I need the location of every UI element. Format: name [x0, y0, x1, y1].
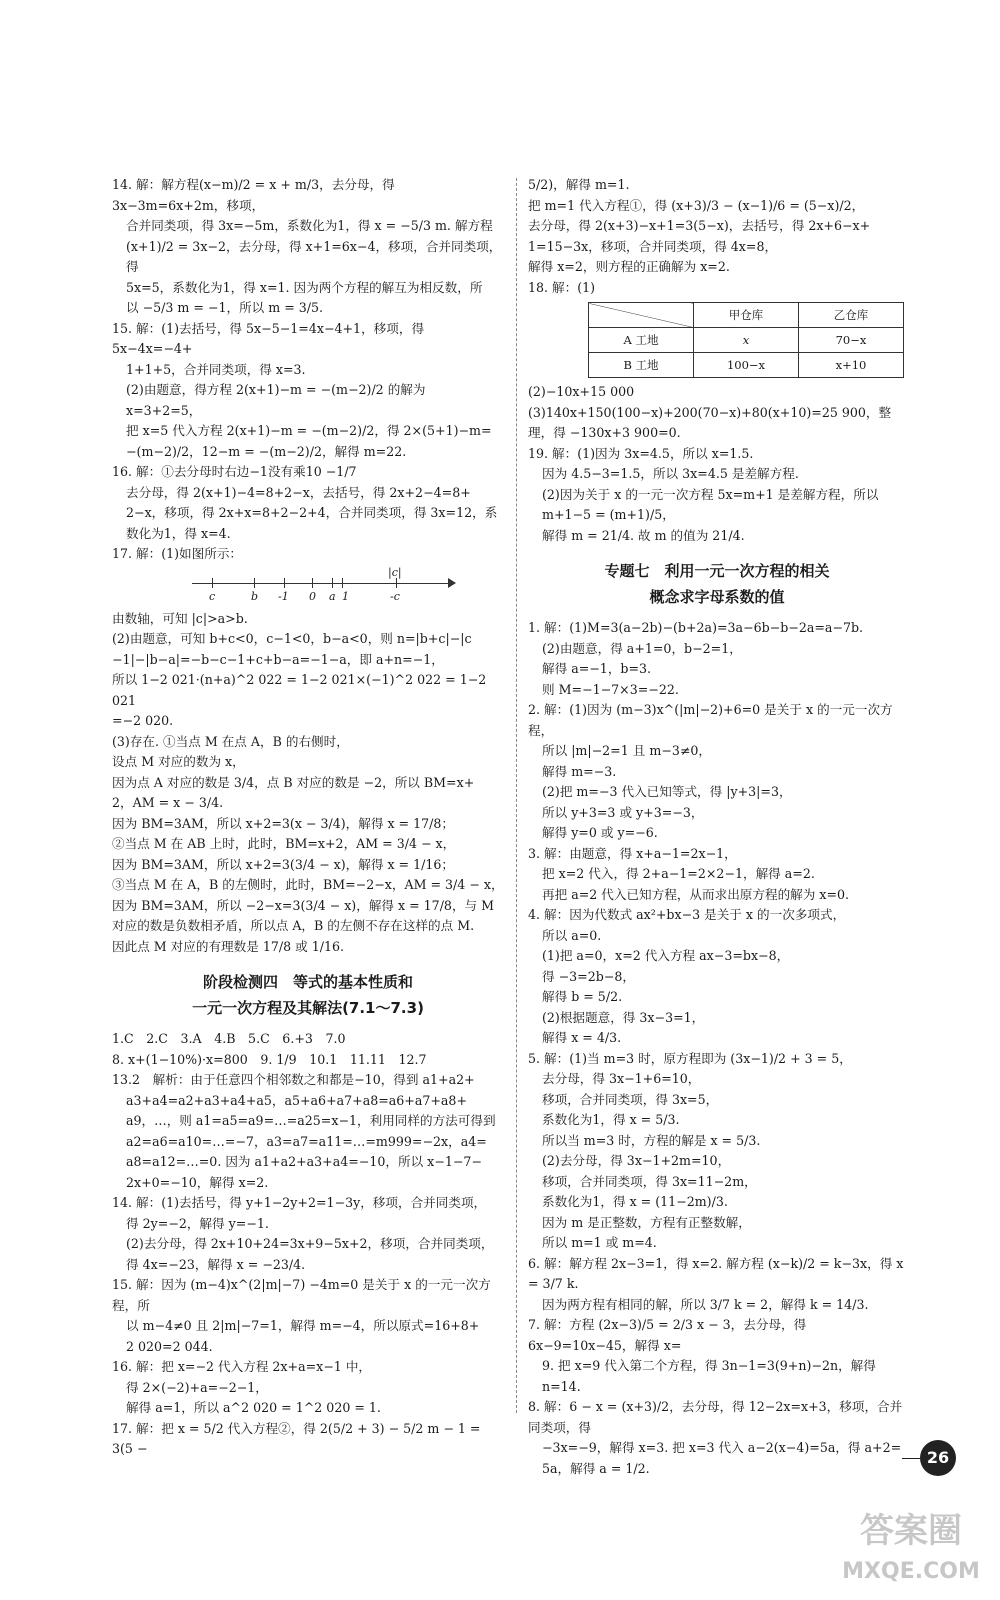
text-line: 3. 解：由题意，得 x+a−1=2x−1，	[528, 845, 737, 861]
text-line: (2)去分母，得 2x+10+24=3x+9−5x+2，移项，合并同类项，	[126, 1236, 494, 1251]
text-line: m+1−5 = (m+1)/5，	[542, 507, 675, 522]
text-line: a2=a6=a10=…=−7，a3=a7=a11=…=m999=−2x，a4=	[126, 1133, 487, 1149]
answer-13	[112, 1070, 504, 1193]
text-line: 15. 解：(1)去括号，得 5x−5−1=4x−4+1，移项，得 5x−4x=−4+	[112, 320, 425, 356]
text-line: 16. 解：把 x=−2 代入方程 2x+a=x−1 中，	[112, 1359, 372, 1374]
text-line: 解得 x = 4/3.	[542, 1030, 622, 1045]
table-cell: x	[694, 328, 799, 353]
topic-answer-4	[528, 905, 906, 1049]
tick-label: b	[251, 589, 259, 603]
text-line: 把 x=2 代入，得 2+a−1=2×2−1，解得 a=2.	[542, 866, 815, 881]
topic-answer-2	[528, 700, 906, 844]
text-line: (1)把 a=0，x=2 代入方程 ax−3=bx−8，	[542, 948, 790, 963]
text-line: (3)140x+150(100−x)+200(70−x)+80(x+10)=25 900，整	[528, 404, 892, 420]
number-line-figure	[192, 565, 452, 605]
text-line: 解得 m = 21/4. 故 m 的值为 21/4.	[542, 527, 745, 543]
section-title-line: 阶段检测四 等式的基本性质和	[202, 973, 413, 991]
text-line: 则 M=−1−7×3=−22.	[542, 681, 679, 697]
text-line: (2)根据题意，得 3x−3=1，	[542, 1009, 705, 1025]
text-line: 去分母，得 3x−1+6=10，	[542, 1071, 701, 1086]
text-line: 1.C 2.C 3.A 4.B 5.C 6.+3 7.0	[112, 1031, 346, 1046]
text-line: 由数轴，可知 |c|>a>b.	[112, 610, 248, 626]
answer-17b	[112, 1419, 504, 1460]
choice-answers	[112, 1029, 504, 1070]
table-cell: A 工地	[589, 328, 694, 353]
topic-answer-5	[528, 1049, 906, 1254]
watermark-text-cn: 答案圈	[860, 1511, 962, 1551]
text-line: (2)因为关于 x 的一元一次方程 5x=m+1 是差解方程，所以	[542, 486, 879, 502]
text-line: 理，得 −130x+3 900=0.	[528, 425, 681, 440]
answer-18	[528, 278, 906, 444]
table-cell: x+10	[799, 353, 904, 378]
text-line: =−2 020.	[112, 713, 174, 728]
text-line: ②当点 M 在 AB 上时，此时，BM=x+2，AM = 3/4 − x，	[112, 836, 456, 851]
text-line: 所以当 m=3 时，方程的解是 x = 5/3.	[542, 1132, 761, 1148]
text-line: (2)−10x+15 000	[528, 384, 635, 399]
text-line: 解得 a=1，所以 a^2 020 = 1^2 020 = 1.	[126, 1400, 381, 1415]
text-line: 4. 解：因为代数式 ax²+bx−3 是关于 x 的一次多项式，	[528, 907, 846, 922]
text-line: 去分母，得 2(x+1)−4=8+2−x，去括号，得 2x+2−4=8+	[126, 484, 471, 500]
text-line: (2)由题意，可知 b+c<0，c−1<0，b−a<0，则 n=|b+c|−|c	[112, 631, 472, 646]
section-title-line: 一元一次方程及其解法(7.1～7.3)	[192, 999, 424, 1017]
text-line: 对应的数是负数相矛盾，所以点 A，B 的左侧不存在这样的点 M.	[112, 918, 475, 933]
text-line: 数化为1，得 x=4.	[126, 525, 231, 541]
text-line: 2. 解：(1)因为 (m−3)x^(|m|−2)+6=0 是关于 x 的一元一次方程，	[528, 702, 893, 738]
text-line: 18. 解：(1)	[528, 279, 596, 295]
text-line: (2)把 m=−3 代入已知等式，得 |y+3|=3，	[542, 784, 792, 799]
text-line: 8. x+(1−10%)·x=800 9. 1/9 10.1 11.11 12.7	[112, 1051, 427, 1067]
text-line: 所以 |m|−2=1 且 m−3≠0，	[542, 743, 712, 758]
text-line: 以 m−4≠0 且 2|m|−7=1，解得 m=−4，所以原式=16+8+	[126, 1318, 480, 1333]
tick-label: -1	[278, 589, 289, 603]
table-cell: 70−x	[799, 328, 904, 353]
text-line: 解得 a=−1，b=3.	[542, 661, 652, 676]
section-title-line: 概念求字母系数的值	[649, 588, 785, 606]
text-line: 因为 BM=3AM，所以 x+2=3(3/4 − x)，解得 x = 1/16；	[112, 856, 454, 872]
text-line: 设点 M 对应的数为 x，	[112, 754, 245, 769]
text-line: 解得 y=0 或 y=−6.	[542, 825, 658, 840]
text-line: ③当点 M 在 A，B 的左侧时，此时，BM=−2−x，AM = 3/4 − x，	[112, 877, 504, 892]
watermark-text-en: MXQE.COM	[842, 1559, 980, 1584]
text-line: 14. 解：解方程(x−m)/2 = x + m/3，去分母，得 3x−3m=6x+2m，移项，	[112, 177, 395, 213]
answer-17-continued	[528, 175, 906, 278]
left-column	[112, 175, 504, 1460]
text-line: (2)由题意，得方程 2(x+1)−m = −(m−2)/2 的解为 x=3+2=5，	[126, 382, 426, 418]
answer-14	[112, 175, 504, 319]
text-line: 13.2 解析：由于任意四个相邻数之和都是−10，得到 a1+a2+	[112, 1072, 475, 1087]
page-number-rule	[902, 1458, 920, 1459]
text-line: 17. 解：(1)如图所示：	[112, 546, 243, 561]
answer-15b	[112, 1275, 504, 1357]
text-line: 2 020=2 044.	[126, 1338, 213, 1354]
text-line: 解得 x=2，则方程的正确解为 x=2.	[528, 259, 730, 274]
tick-label: -c	[390, 589, 400, 603]
answer-16	[112, 462, 504, 544]
text-line: 因为 4.5−3=1.5，所以 3x=4.5 是差解方程.	[542, 466, 799, 481]
text-line: 2−x，移项，得 2x+x=8+2−2+4，合并同类项，得 3x=12，系	[126, 505, 498, 520]
text-line: a9，…，则 a1=a5=a9=…=a25=x−1，利用同样的方法可得到	[126, 1113, 496, 1128]
text-line: 2x+0=−10，解得 x=2.	[126, 1174, 269, 1190]
text-line: 所以 a=0.	[542, 927, 602, 943]
text-line: 1=15−3x，移项，合并同类项，得 4x=8，	[528, 238, 778, 254]
text-line: 因为 BM=3AM，所以 x+2=3(x − 3/4)，解得 x = 17/8；	[112, 815, 454, 831]
topic-answer-3	[528, 844, 906, 906]
text-line: 1+1+5，合并同类项，得 x=3.	[126, 361, 306, 377]
text-line: −3x=−9，解得 x=3. 把 x=3 代入 a−2(x−4)=5a，得 a+2=	[542, 1440, 902, 1455]
text-line: n=14.	[542, 1378, 581, 1394]
tick-label: 1	[342, 589, 349, 603]
table-cell: B 工地	[589, 353, 694, 378]
topic-answer-8	[528, 1397, 906, 1479]
text-line: 19. 解：(1)因为 3x=4.5，所以 x=1.5.	[528, 445, 754, 461]
text-line: 6. 解：解方程 2x−3=1，得 x=2. 解方程 (x−k)/2 = k−3x，得 x = 3/7 k.	[528, 1255, 904, 1291]
text-line: −(m−2)/2，12−m = −(m−2)/2，解得 m=22.	[126, 443, 407, 459]
text-line: 所以 1−2 021·(n+a)^2 022 = 1−2 021×(−1)^2 022 = 1−2 021	[112, 672, 487, 708]
text-line: 得 2y=−2，解得 y=−1.	[126, 1215, 269, 1231]
text-line: (2)由题意，得 a+1=0，b−2=1，	[542, 640, 742, 656]
text-line: 得 −3=2b−8，	[542, 968, 635, 984]
text-line: 17. 解：把 x = 5/2 代入方程②，得 2(5/2 + 3) − 5/2 m − 1 = 3(5 −	[112, 1420, 481, 1456]
answer-17	[112, 544, 504, 957]
text-line: 得 2×(−2)+a=−2−1，	[126, 1379, 268, 1395]
text-line: 所以 m=1 或 m=4.	[542, 1235, 657, 1250]
tick-label: c	[209, 589, 216, 603]
answer-19	[528, 444, 906, 547]
column-divider	[516, 178, 517, 1413]
text-line: 再把 a=2 代入已知方程，从而求出原方程的解为 x=0.	[542, 886, 850, 902]
table-header-cell: 乙仓库	[799, 303, 904, 328]
text-line: 合并同类项，得 3x=−5m，系数化为1，得 x = −5/3 m. 解方程	[126, 218, 493, 233]
text-line: 把 m=1 代入方程①，得 (x+3)/3 − (x−1)/6 = (5−x)/2，	[528, 197, 865, 213]
text-line: 5x=5，系数化为1，得 x=1. 因为两个方程的解互为相反数，所	[126, 279, 483, 295]
text-line: 解得 m=−3.	[542, 763, 617, 779]
answer-15	[112, 319, 504, 463]
text-line: (3)存在. ①当点 M 在点 A，B 的右侧时，	[112, 733, 349, 749]
table-header-cell: 甲仓库	[694, 303, 799, 328]
text-line: 去分母，得 2(x+3)−x+1=3(5−x)，去括号，得 2x+6−x+	[528, 218, 871, 233]
text-line: 7. 解：方程 (2x−3)/5 = 2/3 x − 3，去分母，得 6x−9=10x−45，解得 x=	[528, 1317, 807, 1353]
text-line: 因为 m 是正整数，方程有正整数解，	[542, 1214, 751, 1230]
text-line: 移项，合并同类项，得 3x=5，	[542, 1091, 719, 1107]
text-line: 5a，解得 a = 1/2.	[542, 1460, 650, 1476]
text-line: 2，AM = x − 3/4.	[112, 795, 224, 810]
table-header-row	[589, 303, 904, 328]
text-line: a3+a4=a2+a3+a4+a5，a5+a6+a7+a8=a6+a7+a8+	[126, 1092, 467, 1108]
answer-14b	[112, 1193, 504, 1275]
text-line: a8=a12=…=0. 因为 a1+a2+a3+a4=−10，所以 x−1−7−	[126, 1154, 482, 1169]
right-column	[528, 175, 906, 1479]
text-line: 5. 解：(1)当 m=3 时，原方程即为 (3x−1)/2 + 3 = 5，	[528, 1050, 852, 1066]
text-line: 系数化为1，得 x = (11−2m)/3.	[542, 1194, 728, 1209]
topic-answer-6	[528, 1254, 906, 1316]
text-line: 因为 BM=3AM，所以 −2−x=3(3/4 − x)，解得 x = 17/8，与 M	[112, 897, 495, 913]
text-line: 因为两方程有相同的解，所以 3/7 k = 2，解得 k = 14/3.	[542, 1296, 869, 1312]
text-line: 8. 解：6 − x = (x+3)/2，去分母，得 12−2x=x+3，移项，合并同类项，得	[528, 1399, 903, 1435]
text-line: 1. 解：(1)M=3(a−2b)−(b+2a)=3a−6b−b−2a=a−7b.	[528, 620, 864, 635]
abs-c-label: |c|	[388, 565, 402, 579]
text-line: 把 x=5 代入方程 2(x+1)−m = −(m−2)/2，得 2×(5+1)−m=	[126, 423, 492, 438]
text-line: 15. 解：因为 (m−4)x^(2|m|−7) −4m=0 是关于 x 的一元一次方程，所	[112, 1277, 491, 1313]
table-row	[589, 353, 904, 378]
table-corner-cell	[589, 303, 694, 328]
section-title	[112, 969, 504, 1021]
topic-answer-7	[528, 1315, 906, 1397]
table-cell: 100−x	[694, 353, 799, 378]
text-line: 系数化为1，得 x = 5/3.	[542, 1112, 680, 1127]
text-line: 得 4x=−23，解得 x = −23/4.	[126, 1256, 306, 1272]
text-line: 因为点 A 对应的数是 3/4，点 B 对应的数是 −2，所以 BM=x+	[112, 774, 475, 790]
topic-answer-1	[528, 618, 906, 700]
text-line: 9. 把 x=9 代入第二个方程，得 3n−1=3(9+n)−2n，解得	[542, 1358, 876, 1373]
text-line: −1|−|b−a|=−b−c−1+c+b−a=−1−a，即 a+n=−1，	[112, 651, 444, 667]
tick-label: a	[329, 589, 336, 603]
warehouse-table	[588, 302, 904, 378]
section-title-line: 专题七 利用一元一次方程的相关	[604, 562, 830, 580]
text-line: (2)去分母，得 3x−1+2m=10，	[542, 1153, 731, 1168]
tick-label: 0	[309, 589, 316, 603]
page-number: 26	[920, 1440, 956, 1476]
text-line: 移项，合并同类项，得 3x=11−2m，	[542, 1173, 757, 1189]
watermark-logo	[836, 1500, 986, 1590]
number-line-axis	[192, 583, 452, 584]
text-line: 因此点 M 对应的有理数是 17/8 或 1/16.	[112, 938, 345, 954]
text-line: 16. 解：①去分母时右边−1没有乘10 −1/7	[112, 464, 357, 479]
arrow-icon	[448, 578, 456, 588]
answer-16b	[112, 1357, 504, 1419]
table-row	[589, 328, 904, 353]
text-line: (x+1)/2 = 3x−2，去分母，得 x+1=6x−4，移项，合并同类项，得	[126, 238, 502, 274]
text-line: 所以 y+3=3 或 y+3=−3，	[542, 804, 704, 820]
text-line: 14. 解：(1)去括号，得 y+1−2y+2=1−3y，移项，合并同类项，	[112, 1195, 487, 1210]
text-line: 以 −5/3 m = −1，所以 m = 3/5.	[126, 300, 324, 315]
text-line: 解得 b = 5/2.	[542, 989, 623, 1004]
section-title	[528, 558, 906, 610]
text-line: 5/2)，解得 m=1.	[528, 177, 630, 192]
